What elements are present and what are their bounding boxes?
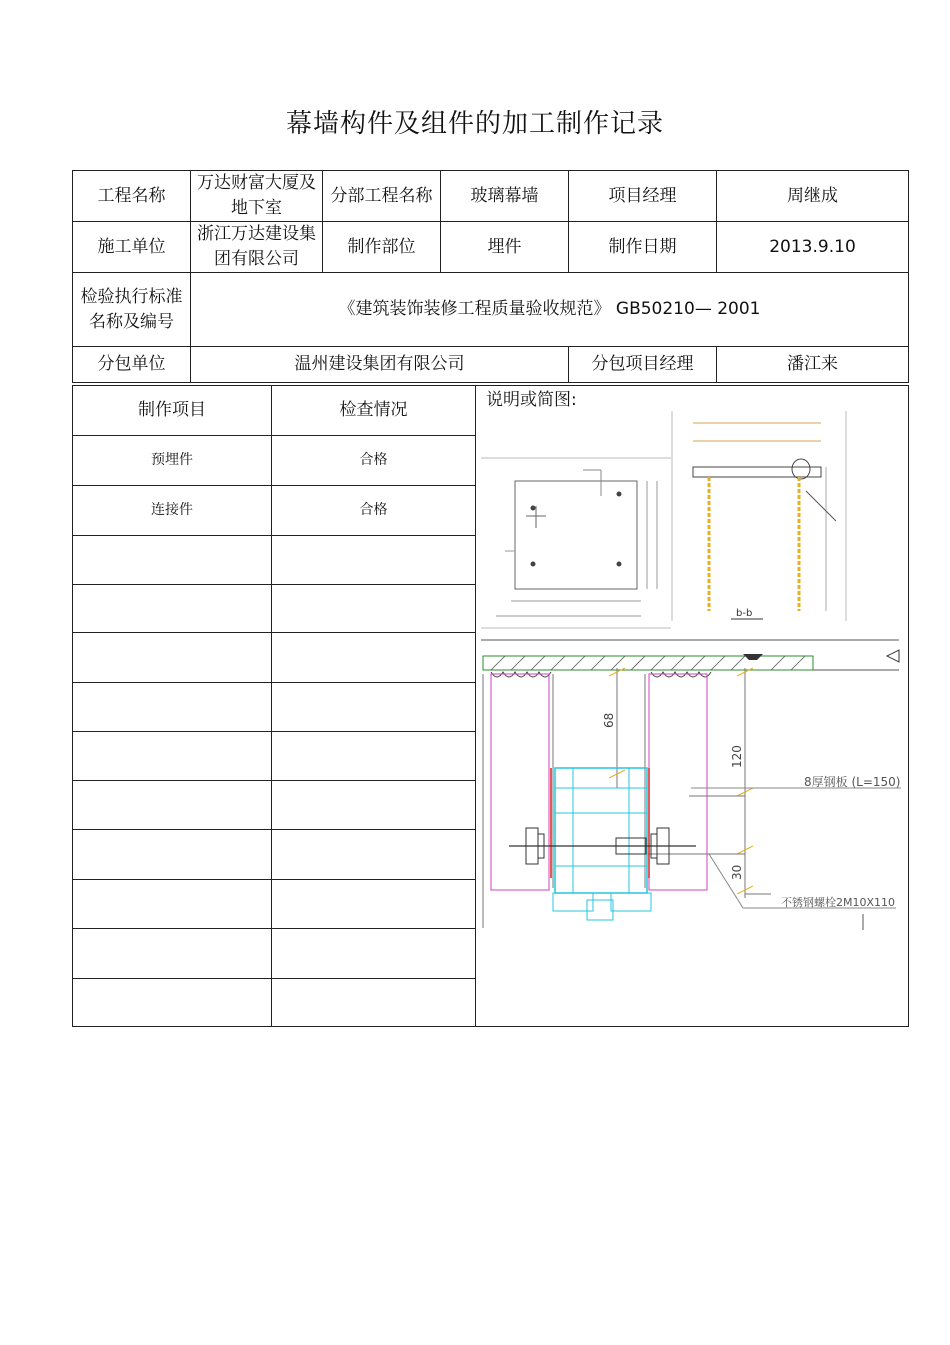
sub-project-value: 玻璃幕墙 — [441, 171, 569, 222]
sub-pm-label: 分包项目经理 — [569, 347, 717, 383]
embed-plate-plan-drawing — [481, 456, 671, 631]
connection-detail-drawing — [481, 638, 906, 930]
pm-label: 项目经理 — [569, 171, 717, 222]
record-item — [73, 830, 272, 880]
record-check — [272, 585, 476, 633]
date-label: 制作日期 — [569, 222, 717, 273]
contractor-label: 施工单位 — [73, 222, 191, 273]
sub-pm-value: 潘江来 — [717, 347, 909, 383]
record-check: 合格 — [272, 486, 476, 536]
part-label: 制作部位 — [323, 222, 441, 273]
record-check — [272, 633, 476, 683]
dim-68: 68 — [602, 712, 616, 728]
record-item — [73, 929, 272, 979]
steel-plate-note: 8厚钢板 (L=150) — [804, 775, 901, 789]
record-check — [272, 830, 476, 880]
project-info-table — [72, 170, 909, 383]
record-check — [272, 536, 476, 585]
record-item — [73, 633, 272, 683]
date-value: 2013.9.10 — [717, 222, 909, 273]
record-check — [272, 781, 476, 830]
dim-120: 120 — [730, 745, 744, 768]
col-check-header: 检查情况 — [272, 386, 476, 436]
record-check — [272, 979, 476, 1027]
record-item — [73, 585, 272, 633]
record-check — [272, 929, 476, 979]
bolt-note: 不锈钢螺栓2M10X110 — [781, 896, 896, 909]
part-value: 埋件 — [441, 222, 569, 273]
record-check — [272, 683, 476, 732]
project-name-label: 工程名称 — [73, 171, 191, 222]
section-bb-drawing — [671, 411, 851, 626]
section-label: b-b — [736, 608, 753, 619]
subcontractor-label: 分包单位 — [73, 347, 191, 383]
standard-label: 检验执行标准名称及编号 — [73, 273, 191, 347]
col-item-header: 制作项目 — [73, 386, 272, 436]
records-table — [72, 385, 909, 1027]
record-item — [73, 536, 272, 585]
sub-project-label: 分部工程名称 — [323, 171, 441, 222]
record-item — [73, 781, 272, 830]
standard-value: 《建筑装饰装修工程质量验收规范》 GB50210— 2001 — [191, 273, 909, 347]
drawing-cell — [476, 386, 909, 1027]
subcontractor-value: 温州建设集团有限公司 — [191, 347, 569, 383]
record-item: 连接件 — [73, 486, 272, 536]
record-item — [73, 880, 272, 929]
project-name-value: 万达财富大厦及地下室 — [191, 171, 323, 222]
dim-30: 30 — [730, 864, 744, 880]
record-check — [272, 880, 476, 929]
record-item: 预埋件 — [73, 436, 272, 486]
record-check — [272, 732, 476, 781]
record-check: 合格 — [272, 436, 476, 486]
record-item — [73, 979, 272, 1027]
page-title: 幕墙构件及组件的加工制作记录 — [285, 109, 664, 139]
record-item — [73, 732, 272, 781]
record-item — [73, 683, 272, 732]
note-label: 说明或简图: — [486, 390, 577, 410]
pm-value: 周继成 — [717, 171, 909, 222]
contractor-value: 浙江万达建设集团有限公司 — [191, 222, 323, 273]
